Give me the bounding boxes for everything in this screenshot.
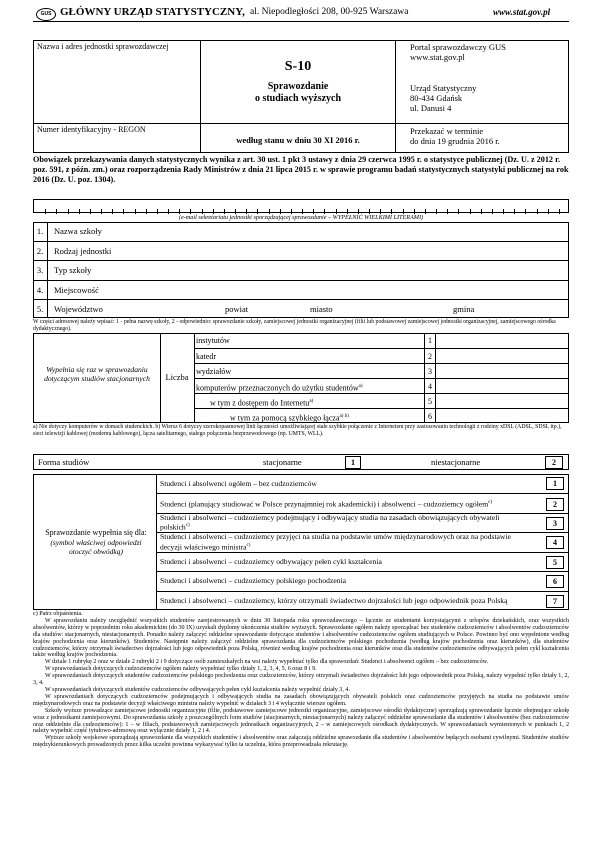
address-row[interactable] (33, 280, 569, 299)
forma-opt1-number[interactable]: 1 (345, 456, 361, 469)
expl-3: W sprawozdaniach dotyczących cudzoziemców ogółem należy wypełniać tylko działy 1, 2, 3, 4, 5, 6 oraz 8 i 9. (45, 666, 317, 673)
forma-opt1-label: stacjonarne (263, 457, 302, 467)
stationary-value-field[interactable] (436, 409, 569, 423)
footnote-marker: a) (358, 384, 363, 389)
scope-row[interactable] (156, 474, 569, 493)
stationary-value-field[interactable] (436, 394, 569, 408)
center-divider (201, 123, 395, 124)
address-row-number: 1. (33, 222, 48, 241)
scope-row[interactable] (156, 552, 569, 571)
scope-row-label (160, 572, 530, 590)
scope-row-text: Studenci i absolwenci – cudzoziemcy, którzy otrzymali świadectwo dojrzałości lub jego odpowiednik poza Polską (160, 595, 508, 605)
name-field[interactable] (33, 52, 200, 122)
stationary-row-number: 3 (425, 364, 436, 378)
address-row-label: Nazwa szkoły (54, 226, 102, 236)
scope-row-number[interactable]: 2 (546, 498, 564, 511)
scope-row[interactable] (156, 591, 569, 610)
scope-row-label (160, 592, 530, 610)
footnote-marker: a) (309, 399, 314, 404)
address-row-number: 4. (33, 281, 48, 299)
stationary-row-number: 6 (425, 409, 436, 423)
scope-row-number[interactable]: 5 (546, 556, 564, 569)
address-row[interactable] (33, 241, 569, 260)
portal-line2[interactable]: www.stat.gov.pl (410, 52, 465, 62)
stationary-value-field[interactable] (436, 379, 569, 393)
office-address: al. Niepodległości 208, 00-925 Warszawa (250, 7, 409, 17)
expl-4: W sprawozdaniach dotyczących studentów cudzoziemców polskiego pochodzenia oraz cudzoziemców, którzy otrzymali świadectwo dojrzałości lub jego odpowiednik poza Polską, należy wypełnić tylko działy 1, 2, 3, 4. (33, 673, 569, 687)
stationary-row[interactable] (194, 333, 569, 348)
scope-row-number[interactable]: 4 (546, 536, 564, 549)
stationary-row-label (196, 333, 230, 348)
scope-row-label (160, 514, 530, 532)
expl-7: Szkoły wyższe prowadzące zamiejscowe jednostki organizacyjne (filie, podstawowe zamiejscowe jednostki organizacyjne, zamiejscowe ośrodki dydaktyczne) sporządzają sprawozdanie łącznie obejmujące szkołę wraz z jednostkami zamiejscowymi. Do sprawozdania szkoły z poszczególnych form studiów (stacjonarnych, niestacjonarnych) należy załączyć oddzielne sprawozdanie dla studentów i absolwentów (bez cudzoziemców oraz oddzielnie dla cudzoziemców): 1 – w filiach, podstawowych zamiejscowych jednostkach organizacyjnych, 2 – w zamiejscowych ośrodkach dydaktycznych. W sprawozdaniach wymienionych w punktach 1, 2 należy wypełnić część tytułowo-adresową oraz wyłącznie działy 1, 2 i 4. (33, 707, 569, 735)
scope-row-number[interactable]: 7 (546, 595, 564, 608)
office-line1: Urząd Statystyczny (410, 83, 477, 93)
explanations (33, 611, 569, 749)
office-line2: 80-434 Gdańsk (410, 93, 463, 103)
obligation-text: Obowiązek przekazywania danych statystycznych wynika z art. 30 ust. 1 pkt 3 ustawy z dnia 29 czerwca 1995 r. o statystyce publicznej (Dz. U. z 2012 r. poz. 591, z późn. zm.) oraz rozporządzenia Rady Ministrów z dnia 21 lipca 2015 r. w sprawie programu badań statystycznych statystyki publicznej na rok 2016 (Dz. U. poz. 1304). (33, 155, 569, 184)
center-box (201, 40, 396, 153)
stationary-value-field[interactable] (436, 333, 569, 348)
scope-row[interactable] (156, 571, 569, 590)
right-divider (396, 123, 569, 124)
scope-row-number[interactable]: 6 (546, 575, 564, 588)
address-row-label: Rodzaj jednostki (54, 246, 112, 257)
website-link[interactable]: www.stat.gov.pl (493, 7, 551, 17)
address-row-number: 2. (33, 242, 48, 260)
address-row-label: Typ szkoły (54, 265, 92, 276)
stationary-row-text: instytutów (196, 336, 230, 345)
form-title-line2: o studiach wyższych (254, 93, 342, 104)
scope-row-label (160, 533, 530, 551)
footnote-marker: c) (246, 542, 251, 548)
scope-row-text: Studenci i absolwenci – cudzoziemcy przyjęci na studia na podstawie umów międzynarodowych oraz na podstawie decyzji właściwego ministra (160, 532, 511, 552)
forma-opt2-number[interactable]: 2 (545, 456, 563, 469)
stationary-row-number: 2 (425, 349, 436, 363)
forma-label: Forma studiów (38, 457, 90, 467)
name-label: Nazwa i adres jednostki sprawozdawczej (37, 42, 169, 51)
state-as-of: według stanu w dniu 30 XI 2016 r. (236, 135, 360, 145)
scope-row-text: Studenci (planujący studiować w Polsce przynajmniej rok akademicki) i absolwenci – cudzoziemcy ogółem (160, 499, 489, 509)
address-note: W części adresowej należy wpisać: 1 - pełna nazwę szkoły, 2 - odpowiednio: sprawozdanie szkoły, zamiejscowej jednostki organizacyjnej (filii lub podstawowej zamiejscowej jednostki organizacyjnej, zamiejscowego ośrodka dydaktycznego). (33, 319, 556, 332)
scope-row-label (160, 494, 530, 512)
stationary-row-text: w tym z dostępem do Internetu (210, 398, 310, 408)
form-title-line1: Sprawozdanie (267, 81, 329, 92)
footnote-marker: c) (185, 523, 190, 529)
address-row[interactable] (33, 260, 569, 279)
stationary-row[interactable] (194, 363, 569, 378)
stationary-row[interactable] (194, 393, 569, 408)
footnote-marker: c) (488, 499, 493, 505)
stationary-row-number: 4 (425, 379, 436, 393)
expl-0: c) Patrz objaśnienia. (33, 611, 83, 617)
stationary-row[interactable] (194, 348, 569, 363)
expl-1: W sprawozdaniu należy uwzględnić wszystkich studentów zarejestrowanych w dniu 30 listopada roku sprawozdawczego – łącznie ze studentami korzystającymi z urlopów dziekańskich, oraz wszystkich absolwentów, którzy w poprzednim roku akademickim (do 30 IX) uzyskali dyplomy ukończenia studiów wyższych. Sprawozdanie ogółem należy sporządzać bez studentów cudzoziemców i absolwentów cudzoziemców dla studiów: stacjonarnych, niestacjonarnych. Ponadto należy załączyć oddzielne sprawozdanie dotyczące studentów i absolwentów cudzoziemców ogółem studiujących w Polsce. Powinno być ono wypełnione według krajów pochodzenia oraz kierunków). Studentów. Następnie należy załączyć oddzielne sprawozdania dla cudzoziemców polskiego pochodzenia (według krajów pochodzenia oraz kierunków), dla studentów cudzoziemców, którzy otrzymali świadectwo dojrzałości lub jego odpowiednik poza Polską, również według krajów pochodzenia oraz kierunków oraz dla studentów cudzoziemców odbywających pełen cykl kształcenia także według krajów pochodzenia. (33, 617, 569, 659)
scope-row-text: Studenci i absolwenci – cudzoziemcy odbywający pełen cykl kształcenia (160, 556, 382, 566)
stationary-row-text: w tym za pomocą szybkiego łącza (230, 413, 340, 423)
stationary-value-field[interactable] (436, 364, 569, 378)
scope-row-text: Studenci i absolwenci ogółem – bez cudzoziemców (160, 478, 317, 488)
footnote-marker: a) b) (339, 414, 349, 419)
right-box (396, 40, 569, 153)
scope-left-label2: (symbol właściwej odpowiedzi otoczyć obwódką) (50, 538, 142, 556)
forma-opt2-label: niestacjonarne (431, 457, 481, 467)
expl-5: W sprawozdaniach dotyczących studentów cudzoziemców odbywających pełen cykl kształcenia należy wypełnić działy 3, 4. (45, 686, 350, 693)
count-label: Liczba (165, 372, 189, 382)
regon-divider (33, 123, 200, 124)
address-gmina-label: gmina (453, 303, 475, 314)
scope-row[interactable] (156, 513, 569, 532)
address-row-label: Województwo (54, 303, 103, 314)
portal-line1: Portal sprawozdawczy GUS (410, 42, 506, 52)
scope-row[interactable] (156, 532, 569, 551)
stationary-row[interactable] (194, 378, 569, 393)
stationary-row-number: 1 (425, 333, 436, 348)
office-name: GŁÓWNY URZĄD STATYSTYCZNY, (60, 6, 245, 18)
stationary-row-text: katedr (196, 352, 216, 361)
scope-row[interactable] (156, 493, 569, 512)
form-code: S-10 (284, 59, 312, 74)
left-box (33, 40, 201, 153)
address-row-label: Miejscowość (54, 284, 99, 295)
stationary-row-text: wydziałów (196, 367, 232, 376)
expl-6: W sprawozdaniach dotyczących cudzoziemców podejmujących i odbywających studia na zasadach obowiązujących obywateli polskich oraz cudzoziemców przyjętych na studia na podstawie umów międzynarodowych oraz na podstawie decyzji właściwego ministra należy wypełnić w działach 3 i 4 wyłącznie wiersze ogółem. (33, 693, 569, 707)
email-caption: (e-mail sekretariatu jednostki sporządzającej sprawozdanie – WYPEŁNIĆ WIELKIMI LITERAMI) (178, 214, 424, 221)
email-cells (34, 200, 568, 212)
address-row[interactable] (33, 299, 569, 318)
scope-row-number[interactable]: 1 (546, 477, 564, 490)
expl-8: Wyższe szkoły wojskowe sporządzają sprawozdanie dla wszystkich studentów i absolwentów oraz załączają oddzielne sprawozdanie dla studentów i absolwentów będących osobami cywilnymi. Studentów studiów międzykierunkowych prowadzonych przez kilka uczelni powinna wykazywać tylko ta uczelnia, która przeprowadzała rekrutację. (33, 735, 569, 749)
address-powiat-label: powiat (225, 303, 249, 314)
deadline-line1: Przekazać w terminie (410, 126, 484, 136)
address-row-number: 3. (33, 261, 48, 279)
deadline-line2: do dnia 19 grudnia 2016 r. (410, 136, 500, 146)
address-miasto-label: miasto (310, 303, 333, 314)
stationary-row-label (196, 349, 216, 364)
stationary-footnote: a) Nie dotyczy komputerów w domach studenckich. b) Wiersz 6 dotyczy szerokopasmowej linii łączności umożliwiającej stałe szybkie połączenie z Internetem przy zastosowaniu technologii z rodziny xDSL (ADSL, SDSL itp.), sieci telewizji kablowej (modemu kablowego), łącza satelitarnego, stałego połączenia bezprzewodowego (np. UMTS, WLL). (33, 424, 562, 437)
email-field[interactable] (33, 199, 569, 213)
scope-row-label (160, 553, 530, 571)
stationary-left-label: Wypełnia się raz w sprawozdaniu dotyczącym studiów stacjonarnych (44, 365, 150, 383)
stationary-row-label (196, 364, 231, 379)
address-row[interactable] (33, 222, 569, 241)
regon-field[interactable] (33, 136, 200, 152)
expl-2: W dziale 1 rubrykę 2 oraz w dziale 2 rubryki 2 i 9 dotyczące osób zamieszkałych na wsi należy wypełniać tylko dla sprawozdań: Studenci i absolwenci ogółem – bez cudzoziemców. (45, 659, 489, 666)
scope-row-number[interactable]: 3 (546, 517, 564, 530)
regon-label: Numer identyfikacyjny - REGON (37, 125, 146, 134)
scope-row-text: Studenci i absolwenci – cudzoziemcy podejmujący i odbywający studia na zasadach obowiązujących obywateli polskich (160, 512, 500, 532)
scope-row-label (160, 474, 530, 493)
stationary-row-number: 5 (425, 394, 436, 408)
office-line3: ul. Danusi 4 (410, 103, 452, 113)
stationary-row-text: komputerów przeznaczonych do użytku studentów (196, 383, 359, 393)
gus-logo: GUS (36, 8, 56, 21)
stationary-row[interactable] (194, 408, 569, 423)
scope-left-label1: Sprawozdanie wypełnia się dla: (45, 528, 147, 537)
scope-row-text: Studenci i absolwenci – cudzoziemcy polskiego pochodzenia (160, 576, 346, 586)
address-row-number: 5. (33, 300, 48, 318)
stationary-value-field[interactable] (436, 349, 569, 363)
